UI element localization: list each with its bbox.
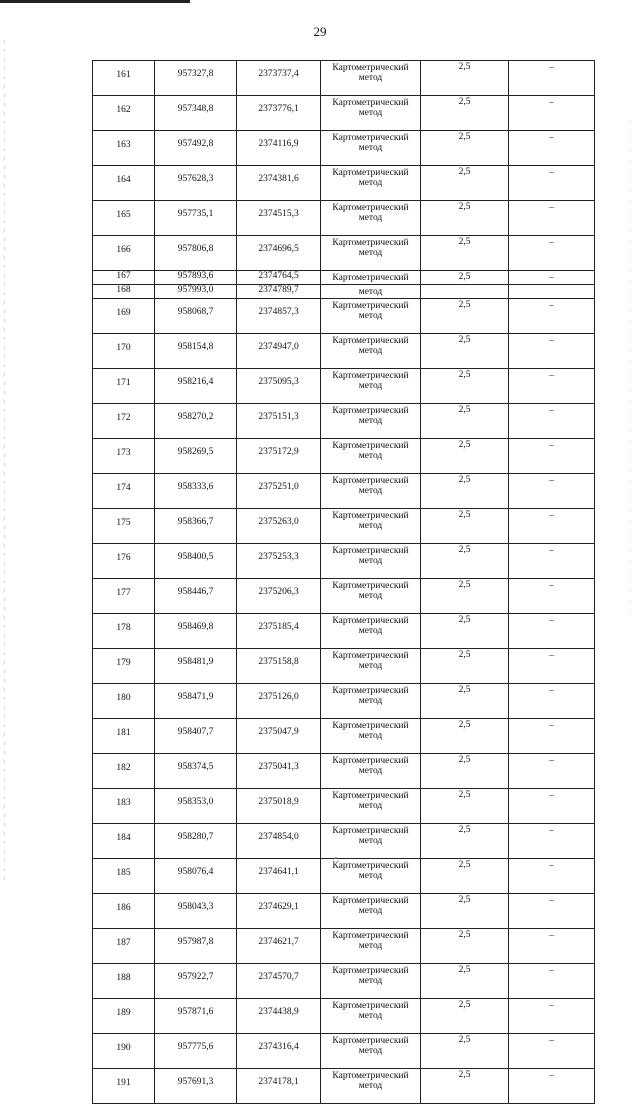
x-coordinate-cell: 957987,8 — [155, 929, 237, 964]
accuracy-cell: 2,5 — [421, 1034, 509, 1069]
point-number-cell: 191 — [93, 1069, 155, 1104]
description-cell: – — [509, 789, 595, 824]
table-row — [93, 684, 595, 719]
method-cell: Картометрический метод — [321, 789, 421, 824]
method-cell: Картометрический метод — [321, 236, 421, 271]
table-row — [93, 859, 595, 894]
description-cell: – — [509, 999, 595, 1034]
y-coordinate-cell: 2375151,3 — [237, 404, 321, 439]
method-cell: Картометрический метод — [321, 334, 421, 369]
table-row — [93, 166, 595, 201]
x-coordinate-cell: 957775,6 — [155, 1034, 237, 1069]
point-number-cell: 173 — [93, 439, 155, 474]
method-cell: Картометрический метод — [321, 824, 421, 859]
point-number-cell: 163 — [93, 131, 155, 166]
method-cell: Картометрический метод — [321, 929, 421, 964]
description-cell: – — [509, 579, 595, 614]
description-cell: – — [509, 236, 595, 271]
point-number-cell: 185 — [93, 859, 155, 894]
point-number-cell: 186 — [93, 894, 155, 929]
accuracy-cell: 2,5 — [421, 579, 509, 614]
table-row — [93, 999, 595, 1034]
table-row — [93, 334, 595, 369]
x-coordinate-cell: 957735,1 — [155, 201, 237, 236]
point-number-cell: 168 — [93, 285, 155, 299]
table-row — [93, 544, 595, 579]
method-cell: Картометрический метод — [321, 894, 421, 929]
x-coordinate-cell: 958216,4 — [155, 369, 237, 404]
description-cell: – — [509, 61, 595, 96]
y-coordinate-cell: 2374857,3 — [237, 299, 321, 334]
table-row — [93, 131, 595, 166]
x-coordinate-cell: 957871,6 — [155, 999, 237, 1034]
accuracy-cell: 2,5 — [421, 236, 509, 271]
x-coordinate-cell: 958280,7 — [155, 824, 237, 859]
x-coordinate-cell: 957327,8 — [155, 61, 237, 96]
x-coordinate-cell: 957348,8 — [155, 96, 237, 131]
x-coordinate-cell: 958366,7 — [155, 509, 237, 544]
coordinates-table — [92, 60, 595, 1104]
x-coordinate-cell: 958269,5 — [155, 439, 237, 474]
method-cell: Картометрический метод — [321, 474, 421, 509]
table-row — [93, 579, 595, 614]
table-row — [93, 824, 595, 859]
y-coordinate-cell: 2374629,1 — [237, 894, 321, 929]
point-number-cell: 169 — [93, 299, 155, 334]
method-cell: Картометрический метод — [321, 754, 421, 789]
point-number-cell: 182 — [93, 754, 155, 789]
x-coordinate-cell: 957492,8 — [155, 131, 237, 166]
description-cell: – — [509, 719, 595, 754]
table-row — [93, 754, 595, 789]
x-coordinate-cell: 958043,3 — [155, 894, 237, 929]
x-coordinate-cell: 958154,8 — [155, 334, 237, 369]
accuracy-cell: 2,5 — [421, 789, 509, 824]
y-coordinate-cell: 2375253,3 — [237, 544, 321, 579]
coordinates-table-body — [93, 61, 595, 1104]
y-coordinate-cell: 2375158,8 — [237, 649, 321, 684]
point-number-cell: 174 — [93, 474, 155, 509]
point-number-cell: 178 — [93, 614, 155, 649]
description-cell: – — [509, 824, 595, 859]
accuracy-cell: 2,5 — [421, 166, 509, 201]
description-cell: – — [509, 474, 595, 509]
accuracy-cell: 2,5 — [421, 299, 509, 334]
description-cell: – — [509, 439, 595, 474]
accuracy-cell: 2,5 — [421, 201, 509, 236]
accuracy-cell: 2,5 — [421, 754, 509, 789]
x-coordinate-cell: 958469,8 — [155, 614, 237, 649]
description-cell: – — [509, 964, 595, 999]
point-number-cell: 164 — [93, 166, 155, 201]
accuracy-cell: 2,5 — [421, 929, 509, 964]
x-coordinate-cell: 958076,4 — [155, 859, 237, 894]
point-number-cell: 180 — [93, 684, 155, 719]
accuracy-cell: 2,5 — [421, 131, 509, 166]
table-row — [93, 61, 595, 96]
description-cell: – — [509, 684, 595, 719]
y-coordinate-cell: 2374696,5 — [237, 236, 321, 271]
y-coordinate-cell: 2374570,7 — [237, 964, 321, 999]
point-number-cell: 184 — [93, 824, 155, 859]
y-coordinate-cell: 2374764,5 — [237, 271, 321, 285]
point-number-cell: 162 — [93, 96, 155, 131]
description-cell: – — [509, 131, 595, 166]
table-row — [93, 439, 595, 474]
y-coordinate-cell: 2375095,3 — [237, 369, 321, 404]
accuracy-cell: 2,5 — [421, 61, 509, 96]
method-cell: Картометрический метод — [321, 719, 421, 754]
y-coordinate-cell: 2375126,0 — [237, 684, 321, 719]
y-coordinate-cell: 2374789,7 — [237, 285, 321, 299]
table-row — [93, 719, 595, 754]
description-cell: – — [509, 96, 595, 131]
table-row — [93, 1069, 595, 1104]
point-number-cell: 177 — [93, 579, 155, 614]
method-cell: Картометрический метод — [321, 964, 421, 999]
description-cell: – — [509, 271, 595, 285]
scan-left-edge — [4, 40, 5, 880]
y-coordinate-cell: 2374515,3 — [237, 201, 321, 236]
accuracy-cell — [421, 285, 509, 299]
accuracy-cell: 2,5 — [421, 999, 509, 1034]
method-cell: Картометрический метод — [321, 96, 421, 131]
point-number-cell: 161 — [93, 61, 155, 96]
accuracy-cell: 2,5 — [421, 1069, 509, 1104]
method-cell: Картометрический метод — [321, 299, 421, 334]
accuracy-cell: 2,5 — [421, 96, 509, 131]
y-coordinate-cell: 2374116,9 — [237, 131, 321, 166]
x-coordinate-cell: 957628,3 — [155, 166, 237, 201]
description-cell: – — [509, 1069, 595, 1104]
table-row — [93, 929, 595, 964]
accuracy-cell: 2,5 — [421, 894, 509, 929]
method-cell: Картометрический метод — [321, 859, 421, 894]
x-coordinate-cell: 958407,7 — [155, 719, 237, 754]
table-row — [93, 404, 595, 439]
accuracy-cell: 2,5 — [421, 964, 509, 999]
description-cell: – — [509, 404, 595, 439]
table-row — [93, 1034, 595, 1069]
method-cell: Картометрический метод — [321, 509, 421, 544]
table-row — [93, 614, 595, 649]
scan-speck — [335, 857, 337, 859]
point-number-cell: 189 — [93, 999, 155, 1034]
y-coordinate-cell: 2375172,9 — [237, 439, 321, 474]
x-coordinate-cell: 958471,9 — [155, 684, 237, 719]
table-row — [93, 509, 595, 544]
description-cell: – — [509, 1034, 595, 1069]
method-cell: Картометрический метод — [321, 404, 421, 439]
description-cell: – — [509, 929, 595, 964]
y-coordinate-cell: 2374947,0 — [237, 334, 321, 369]
x-coordinate-cell: 958481,9 — [155, 649, 237, 684]
y-coordinate-cell: 2374381,6 — [237, 166, 321, 201]
accuracy-cell: 2,5 — [421, 369, 509, 404]
x-coordinate-cell: 958374,5 — [155, 754, 237, 789]
method-cell: Картометрический метод — [321, 166, 421, 201]
accuracy-cell: 2,5 — [421, 684, 509, 719]
y-coordinate-cell: 2375047,9 — [237, 719, 321, 754]
point-number-cell: 171 — [93, 369, 155, 404]
accuracy-cell: 2,5 — [421, 439, 509, 474]
y-coordinate-cell: 2374178,1 — [237, 1069, 321, 1104]
point-number-cell: 188 — [93, 964, 155, 999]
description-cell: – — [509, 859, 595, 894]
method-cell: Картометрический метод — [321, 684, 421, 719]
scan-right-edge — [630, 120, 631, 620]
table-row — [93, 299, 595, 334]
table-row — [93, 271, 595, 285]
table-row — [93, 789, 595, 824]
description-cell: – — [509, 754, 595, 789]
description-cell — [509, 285, 595, 299]
y-coordinate-cell: 2373737,4 — [237, 61, 321, 96]
description-cell: – — [509, 544, 595, 579]
y-coordinate-cell: 2374316,4 — [237, 1034, 321, 1069]
method-cell: Картометрический метод — [321, 999, 421, 1034]
page-number: 29 — [313, 24, 327, 39]
accuracy-cell: 2,5 — [421, 544, 509, 579]
x-coordinate-cell: 957922,7 — [155, 964, 237, 999]
y-coordinate-cell: 2374641,1 — [237, 859, 321, 894]
method-cell: Картометрический метод — [321, 579, 421, 614]
description-cell: – — [509, 166, 595, 201]
x-coordinate-cell: 958400,5 — [155, 544, 237, 579]
point-number-cell: 167 — [93, 271, 155, 285]
point-number-cell: 176 — [93, 544, 155, 579]
y-coordinate-cell: 2374438,9 — [237, 999, 321, 1034]
method-cell: Картометрический метод — [321, 1069, 421, 1104]
description-cell: – — [509, 299, 595, 334]
y-coordinate-cell: 2373776,1 — [237, 96, 321, 131]
point-number-cell: 170 — [93, 334, 155, 369]
table-row — [93, 201, 595, 236]
table-row — [93, 236, 595, 271]
accuracy-cell: 2,5 — [421, 334, 509, 369]
method-cell: Картометрический метод — [321, 61, 421, 96]
point-number-cell: 179 — [93, 649, 155, 684]
y-coordinate-cell: 2375018,9 — [237, 789, 321, 824]
y-coordinate-cell: 2375206,3 — [237, 579, 321, 614]
method-cell: Картометрический метод — [321, 369, 421, 404]
description-cell: – — [509, 201, 595, 236]
accuracy-cell: 2,5 — [421, 824, 509, 859]
x-coordinate-cell: 957691,3 — [155, 1069, 237, 1104]
description-cell: – — [509, 369, 595, 404]
method-cell: Картометрический метод — [321, 201, 421, 236]
description-cell: – — [509, 334, 595, 369]
y-coordinate-cell: 2374854,0 — [237, 824, 321, 859]
x-coordinate-cell: 958068,7 — [155, 299, 237, 334]
y-coordinate-cell: 2375251,0 — [237, 474, 321, 509]
accuracy-cell: 2,5 — [421, 509, 509, 544]
description-cell: – — [509, 894, 595, 929]
accuracy-cell: 2,5 — [421, 649, 509, 684]
table-row — [93, 649, 595, 684]
accuracy-cell: 2,5 — [421, 614, 509, 649]
method-cell: Картометрический метод — [321, 614, 421, 649]
description-cell: – — [509, 509, 595, 544]
point-number-cell: 187 — [93, 929, 155, 964]
accuracy-cell: 2,5 — [421, 271, 509, 285]
scan-edge-mark — [0, 0, 190, 3]
x-coordinate-cell: 957893,6 — [155, 271, 237, 285]
table-row — [93, 474, 595, 509]
description-cell: – — [509, 649, 595, 684]
x-coordinate-cell: 957993,0 — [155, 285, 237, 299]
method-cell: метод — [321, 285, 421, 299]
table-row — [93, 964, 595, 999]
x-coordinate-cell: 957806,8 — [155, 236, 237, 271]
point-number-cell: 172 — [93, 404, 155, 439]
method-cell: Картометрический метод — [321, 544, 421, 579]
method-cell: Картометрический метод — [321, 1034, 421, 1069]
table-row — [93, 96, 595, 131]
y-coordinate-cell: 2375185,4 — [237, 614, 321, 649]
y-coordinate-cell: 2374621,7 — [237, 929, 321, 964]
accuracy-cell: 2,5 — [421, 859, 509, 894]
x-coordinate-cell: 958270,2 — [155, 404, 237, 439]
x-coordinate-cell: 958446,7 — [155, 579, 237, 614]
accuracy-cell: 2,5 — [421, 474, 509, 509]
method-cell: Картометрический метод — [321, 649, 421, 684]
accuracy-cell: 2,5 — [421, 719, 509, 754]
table-row — [93, 894, 595, 929]
table-row — [93, 369, 595, 404]
method-cell: Картометрический — [321, 271, 421, 285]
point-number-cell: 190 — [93, 1034, 155, 1069]
point-number-cell: 165 — [93, 201, 155, 236]
x-coordinate-cell: 958353,0 — [155, 789, 237, 824]
y-coordinate-cell: 2375263,0 — [237, 509, 321, 544]
y-coordinate-cell: 2375041,3 — [237, 754, 321, 789]
method-cell: Картометрический метод — [321, 131, 421, 166]
point-number-cell: 175 — [93, 509, 155, 544]
point-number-cell: 166 — [93, 236, 155, 271]
accuracy-cell: 2,5 — [421, 404, 509, 439]
table-row — [93, 285, 595, 299]
x-coordinate-cell: 958333,6 — [155, 474, 237, 509]
method-cell: Картометрический метод — [321, 439, 421, 474]
description-cell: – — [509, 614, 595, 649]
point-number-cell: 181 — [93, 719, 155, 754]
point-number-cell: 183 — [93, 789, 155, 824]
